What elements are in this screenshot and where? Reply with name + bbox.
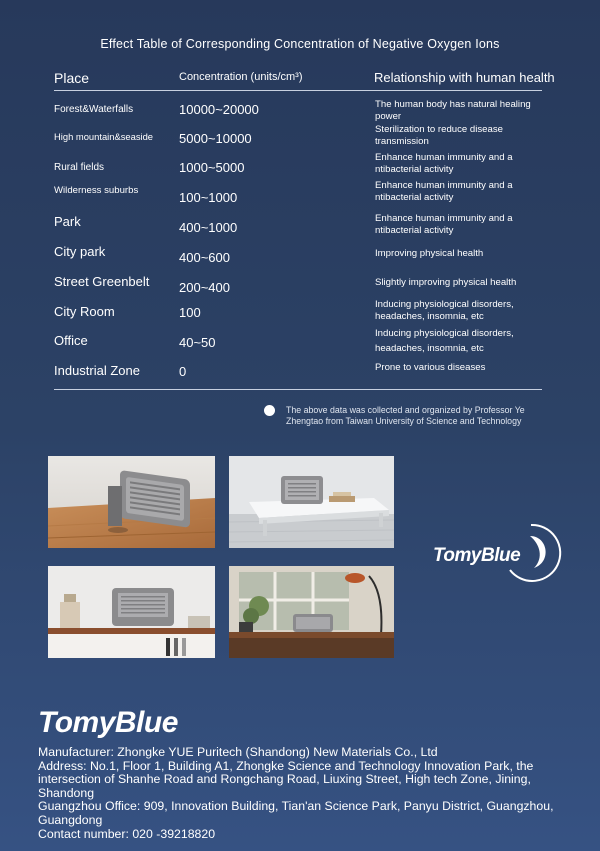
row-health: Enhance human immunity and a ntibacterial activity: [375, 213, 513, 236]
source-note: The above data was collected and organized by Professor Ye Zhengtao from Taiwan University of Science and Technology: [286, 405, 525, 426]
row-health: Improving physical health: [375, 248, 484, 259]
row-place: City park: [54, 244, 106, 259]
row-concentration: 100: [179, 305, 201, 320]
product-photo-shelf: [48, 566, 215, 658]
row-health: The human body has natural healing power: [375, 99, 531, 122]
row-place: Office: [54, 333, 88, 348]
row-place: City Room: [54, 304, 115, 319]
contact-text: Contact number: 020 -39218820: [38, 826, 216, 841]
row-concentration: 200~400: [179, 280, 230, 295]
brand-logo-small: TomyBlue: [433, 545, 521, 566]
table-bottom-rule: [54, 389, 542, 390]
row-health: Slightly improving physical health: [375, 277, 517, 288]
row-place: Street Greenbelt: [54, 274, 150, 289]
row-place: Forest&Waterfalls: [54, 104, 134, 115]
row-health: Inducing physiological disorders, headaches, insomnia, etc: [375, 328, 514, 354]
brand-swirl-icon: [500, 522, 562, 584]
brand-logo-big: TomyBlue: [38, 706, 178, 739]
row-health: Enhance human immunity and a ntibacterial activity: [375, 180, 513, 203]
row-health: Enhance human immunity and a ntibacterial activity: [375, 152, 513, 175]
row-place: Rural fields: [54, 162, 105, 173]
row-concentration: 40~50: [179, 335, 216, 350]
row-concentration: 400~600: [179, 250, 230, 265]
row-concentration: 400~1000: [179, 220, 238, 235]
row-place: Wilderness suburbs: [54, 185, 139, 196]
company-info: [38, 746, 578, 841]
row-concentration: 10000~20000: [179, 102, 259, 117]
header-relationship: Relationship with human health: [374, 70, 555, 85]
product-photo-window-room: [229, 566, 394, 658]
table-top-rule: [54, 90, 542, 91]
bullet-icon: [264, 405, 275, 416]
header-place: Place: [54, 70, 90, 86]
row-place: Industrial Zone: [54, 363, 140, 378]
row-place: High mountain&seaside: [54, 131, 154, 142]
product-photo-wood-table: [48, 456, 215, 548]
product-photo-living-room: [229, 456, 394, 548]
row-concentration: 100~1000: [179, 190, 238, 205]
row-concentration: 0: [179, 364, 187, 379]
header-concentration: Concentration (units/cm³): [179, 71, 303, 83]
address-text: Address: No.1, Floor 1, Building A1, Zhongke Science and Technology Innovation Park, the intersection of Shanhe Road and Rongchang Road, Liuxing Street, High tech Zone, Jining, Shandong: [38, 758, 534, 800]
row-place: Park: [54, 214, 81, 229]
row-concentration: 5000~10000: [179, 131, 252, 146]
row-concentration: 1000~5000: [179, 160, 245, 175]
row-health: Prone to various diseases: [375, 362, 486, 373]
page-title: Effect Table of Corresponding Concentration of Negative Oxygen Ions: [100, 37, 500, 51]
manufacturer-text: Manufacturer: Zhongke YUE Puritech (Shandong) New Materials Co., Ltd: [38, 745, 438, 759]
office-text: Guangzhou Office: 909, Innovation Building, Tian'an Science Park, Panyu District, Guangzhou, Guangdong: [38, 799, 554, 827]
row-health: Sterilization to reduce disease transmission: [375, 124, 503, 147]
row-health: Inducing physiological disorders, headaches, insomnia, etc: [375, 299, 514, 322]
